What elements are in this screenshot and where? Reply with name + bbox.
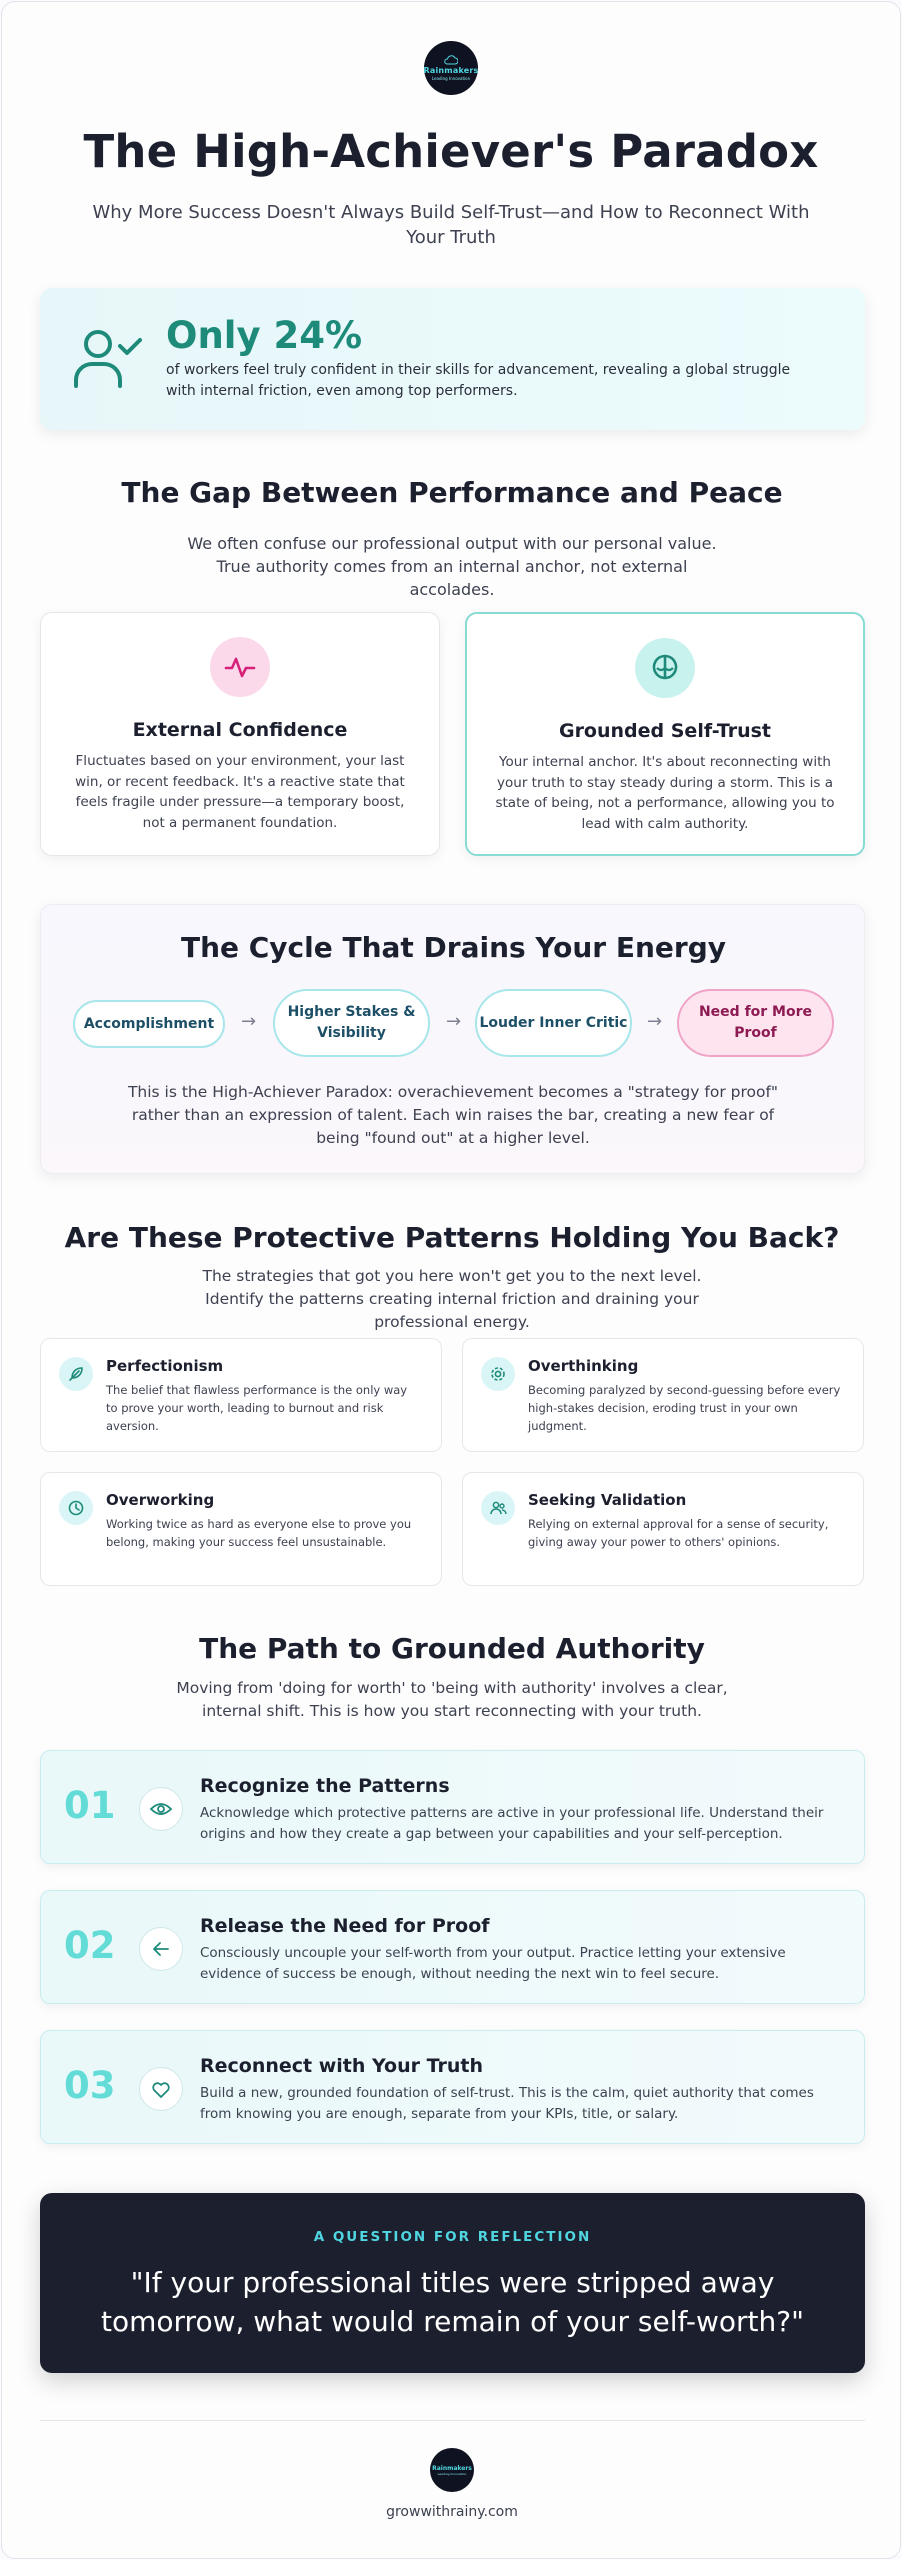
gap-title: The Gap Between Performance and Peace xyxy=(121,476,783,509)
stat-headline: Only 24% xyxy=(166,314,363,357)
pattern-perfectionism xyxy=(40,1338,442,1452)
stat-text: of workers feel truly confident in their skills for advancement, revealing a global struggle with internal friction, even among top performers. xyxy=(166,362,791,399)
brain-icon xyxy=(635,638,695,698)
stat-banner xyxy=(40,288,865,430)
card-title: Grounded Self-Trust xyxy=(558,720,772,742)
logo-name: Rainmakers xyxy=(432,2464,472,2472)
patterns-title: Are These Protective Patterns Holding You Back? xyxy=(64,1221,840,1254)
cycle-text: This is the High-Achiever Paradox: overachievement becomes a "strategy for proof" rather than an expression of talent. Each win raises the bar, creating a new fear of being "found out" at a higher level. xyxy=(127,1083,779,1147)
brand-logo xyxy=(424,41,478,95)
cycle-step-inner-critic: Louder Inner Critic xyxy=(475,989,632,1057)
arrow-left-icon xyxy=(139,1927,183,1971)
card-text: Your internal anchor. It's about reconnecting with your truth to stay steady during a storm. This is a state of being, not a performance, allowing you to lead with calm authority. xyxy=(495,754,835,832)
cloud-icon xyxy=(444,55,458,65)
user-check-icon xyxy=(70,328,146,394)
pattern-text: Relying on external approval for a sense of security, giving away your power to others' opinions. xyxy=(528,1517,829,1549)
pattern-overthinking xyxy=(462,1338,864,1452)
reflection-panel xyxy=(40,2193,865,2373)
step-number: 02 xyxy=(64,1924,116,1967)
cycle-step-need-for-proof: Need for More Proof xyxy=(677,989,834,1057)
gear-icon xyxy=(481,1357,515,1391)
pattern-text: Working twice as hard as everyone else to prove you belong, making your success feel unsustainable. xyxy=(106,1517,412,1549)
pulse-icon xyxy=(210,637,270,697)
step-number: 03 xyxy=(64,2064,116,2107)
clock-icon xyxy=(59,1491,93,1525)
heart-icon xyxy=(139,2067,183,2111)
reflection-quote: "If your professional titles were stripped away tomorrow, what would remain of your self-worth?" xyxy=(101,2266,804,2338)
card-grounded-self-trust xyxy=(465,612,865,856)
step-title: Release the Need for Proof xyxy=(200,1915,490,1937)
pattern-overworking xyxy=(40,1472,442,1586)
step-text: Acknowledge which protective patterns are active in your professional life. Understand their origins and how they create a gap between your capabilities and your self-perception. xyxy=(200,1805,824,1842)
cycle-step-higher-stakes: Higher Stakes & Visibility xyxy=(273,989,430,1057)
footer-logo xyxy=(430,2448,474,2492)
arrow-right-icon: → xyxy=(647,1011,663,1032)
infographic-page xyxy=(1,1,901,2559)
footer-site-link[interactable]: growwithrainy.com xyxy=(386,2504,518,2520)
pattern-seeking-validation xyxy=(462,1472,864,1586)
cycle-title: The Cycle That Drains Your Energy xyxy=(180,931,727,964)
gap-intro: We often confuse our professional output with our personal value. True authority comes from an internal anchor, not external accolades. xyxy=(187,534,717,599)
logo-name: Rainmakers xyxy=(423,66,479,75)
card-text: Fluctuates based on your environment, your last win, or recent feedback. It's a reactive state that feels fragile under pressure—a temporary boost, not a permanent foundation. xyxy=(75,753,405,831)
arrow-right-icon: → xyxy=(241,1011,257,1032)
step-title: Reconnect with Your Truth xyxy=(200,2055,483,2077)
pattern-title: Perfectionism xyxy=(106,1357,224,1375)
pattern-title: Overthinking xyxy=(528,1357,639,1375)
pattern-title: Overworking xyxy=(106,1491,215,1509)
step-text: Build a new, grounded foundation of self-trust. This is the calm, quiet authority that comes from knowing you are enough, separate from your KPIs, title, or salary. xyxy=(200,2085,814,2122)
step-title: Recognize the Patterns xyxy=(200,1775,450,1797)
step-number: 01 xyxy=(64,1784,116,1827)
users-icon xyxy=(481,1491,515,1525)
path-step-3 xyxy=(40,2030,865,2144)
pattern-text: The belief that flawless performance is the only way to prove your worth, leading to burnout and risk aversion. xyxy=(106,1383,408,1433)
page-title: The High-Achiever's Paradox xyxy=(83,125,819,178)
cycle-panel xyxy=(40,904,865,1174)
path-title: The Path to Grounded Authority xyxy=(199,1632,705,1665)
reflection-kicker: A QUESTION FOR REFLECTION xyxy=(313,2229,592,2245)
path-step-1 xyxy=(40,1750,865,1864)
card-external-confidence xyxy=(40,612,440,856)
logo-tagline: Leading Innovation xyxy=(437,2471,467,2476)
logo-tagline: Leading Innovation xyxy=(431,76,471,81)
arrow-right-icon: → xyxy=(446,1011,462,1032)
pattern-text: Becoming paralyzed by second-guessing before every high-stakes decision, eroding trust in your own judgment. xyxy=(528,1383,841,1433)
eye-icon xyxy=(139,1787,183,1831)
page-subtitle: Why More Success Doesn't Always Build Self-Trust—and How to Reconnect With Your Truth xyxy=(92,202,810,248)
patterns-intro: The strategies that got you here won't get you to the next level. Identify the patterns creating internal friction and draining your professional energy. xyxy=(202,1267,702,1331)
path-intro: Moving from 'doing for worth' to 'being with authority' involves a clear, internal shift. This is how you start reconnecting with your truth. xyxy=(176,1679,728,1720)
feather-icon xyxy=(59,1357,93,1391)
step-text: Consciously uncouple your self-worth from your output. Practice letting your extensive evidence of success be enough, without needing the next win to feel secure. xyxy=(200,1945,786,1982)
card-title: External Confidence xyxy=(132,719,348,741)
cycle-step-accomplishment: Accomplishment xyxy=(73,1000,225,1048)
footer-divider xyxy=(40,2420,865,2421)
path-step-2 xyxy=(40,1890,865,2004)
pattern-title: Seeking Validation xyxy=(528,1491,687,1509)
